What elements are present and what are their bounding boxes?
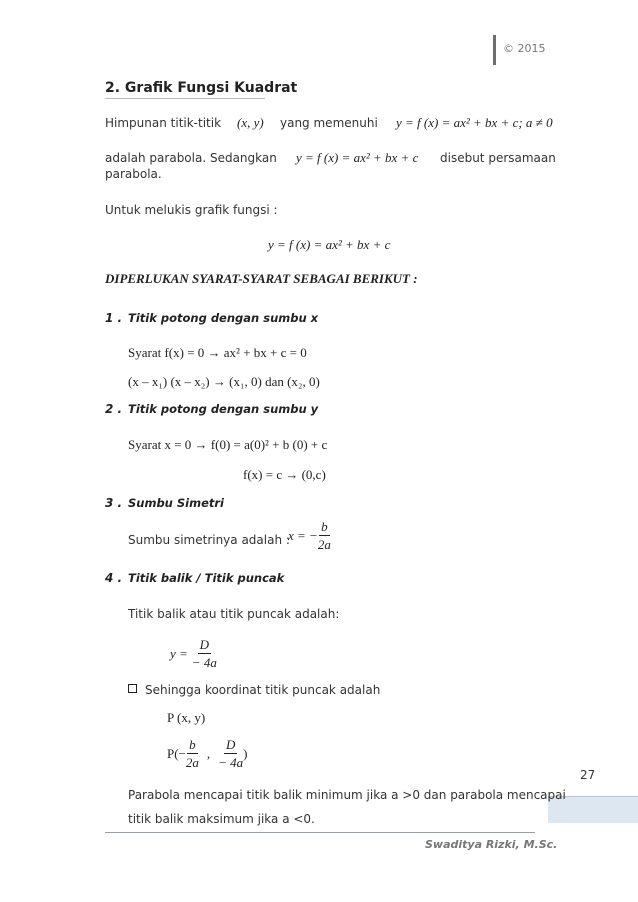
item-number-3: 3 .	[105, 496, 123, 510]
closing-line-2: titik balik maksimum jika a <0.	[128, 812, 315, 826]
intro-xy: (x, y)	[237, 115, 264, 130]
footer-divider	[105, 832, 535, 833]
item-title-4: Titik balik / Titik puncak	[128, 571, 285, 585]
item-title-2: Titik potong dengan sumbu y	[128, 402, 319, 416]
header-divider	[493, 35, 496, 65]
item-number-4: 4 .	[105, 571, 123, 585]
intro-line2-text: adalah parabola. Sedangkan	[105, 151, 277, 165]
intro-line1-text: Himpunan titik-titik	[105, 116, 222, 130]
intro-line3-text: parabola.	[105, 167, 162, 181]
symmetry-numerator: b	[321, 519, 328, 534]
symmetry-lhs: x = −	[288, 527, 318, 543]
vertex-separator: ,	[206, 745, 211, 761]
intro-line1-text-b: yang memenuhi	[280, 116, 378, 130]
requirements-heading: DIPERLUKAN SYARAT-SYARAT SEBAGAI BERIKUT :	[105, 271, 418, 286]
footer-author: Swaditya Rizki, M.Sc.	[425, 838, 558, 851]
vertex-y-fraction	[192, 638, 217, 669]
vertex-yy-fraction	[218, 738, 243, 769]
vertex-open: P(−	[167, 745, 186, 761]
vertex-yy-numerator: D	[225, 737, 236, 752]
page-number: 27	[580, 768, 596, 782]
intro-equation-2: y = f (x) = ax² + bx + c	[296, 150, 419, 165]
vertex-y-formula	[170, 638, 217, 669]
vertex-bullet-line	[128, 683, 380, 697]
checkbox-bullet-icon	[128, 684, 137, 693]
intro-line2-text-b: disebut persamaan	[440, 151, 556, 165]
vertex-bullet-text: Sehingga koordinat titik puncak adalah	[145, 683, 381, 697]
vertex-x-numerator: b	[189, 737, 196, 752]
vertex-close: )	[243, 745, 248, 761]
item-title-1: Titik potong dengan sumbu x	[128, 311, 319, 325]
item-number-1: 1 .	[105, 311, 123, 325]
vertex-y-lhs: y =	[170, 645, 188, 661]
main-equation: y = f (x) = ax² + bx + c	[268, 237, 391, 252]
item-number-2: 2 .	[105, 402, 123, 416]
intro-equation-1: y = f (x) = ax² + bx + c; a ≠ 0	[396, 115, 553, 130]
vertex-y-numerator: D	[199, 637, 209, 652]
item3-text: Sumbu simetrinya adalah :	[128, 533, 290, 547]
symmetry-formula	[288, 520, 331, 551]
copyright-text: © 2015	[503, 42, 546, 55]
item4-text: Titik balik atau titik puncak adalah:	[128, 607, 340, 621]
vertex-point-formula	[167, 738, 248, 769]
item2-syarat: Syarat x = 0 → f(0) = a(0)² + b (0) + c	[128, 437, 328, 452]
vertex-x-fraction	[186, 738, 199, 769]
item-title-3: Sumbu Simetri	[128, 496, 224, 510]
item1-syarat: Syarat f(x) = 0 → ax² + bx + c = 0	[128, 345, 307, 360]
item1-roots: (x – x₁) (x – x₂) → (x₁, 0) dan (x₂, 0)	[128, 374, 320, 389]
symmetry-fraction	[318, 520, 331, 551]
vertex-x-denominator: 2a	[185, 755, 199, 770]
section-title: 2. Grafik Fungsi Kuadrat	[105, 80, 298, 96]
symmetry-denominator: 2a	[317, 537, 331, 552]
item2-result: f(x) = c → (0,c)	[243, 467, 326, 482]
title-underline	[105, 98, 265, 99]
vertex-y-denominator: − 4a	[191, 655, 217, 670]
intro-line4-text: Untuk melukis grafik fungsi :	[105, 203, 278, 217]
vertex-point-p: P (x, y)	[167, 710, 206, 725]
closing-line-1: Parabola mencapai titik balik minimum jika a >0 dan parabola mencapai	[128, 788, 566, 802]
vertex-yy-denominator: − 4a	[218, 755, 244, 770]
